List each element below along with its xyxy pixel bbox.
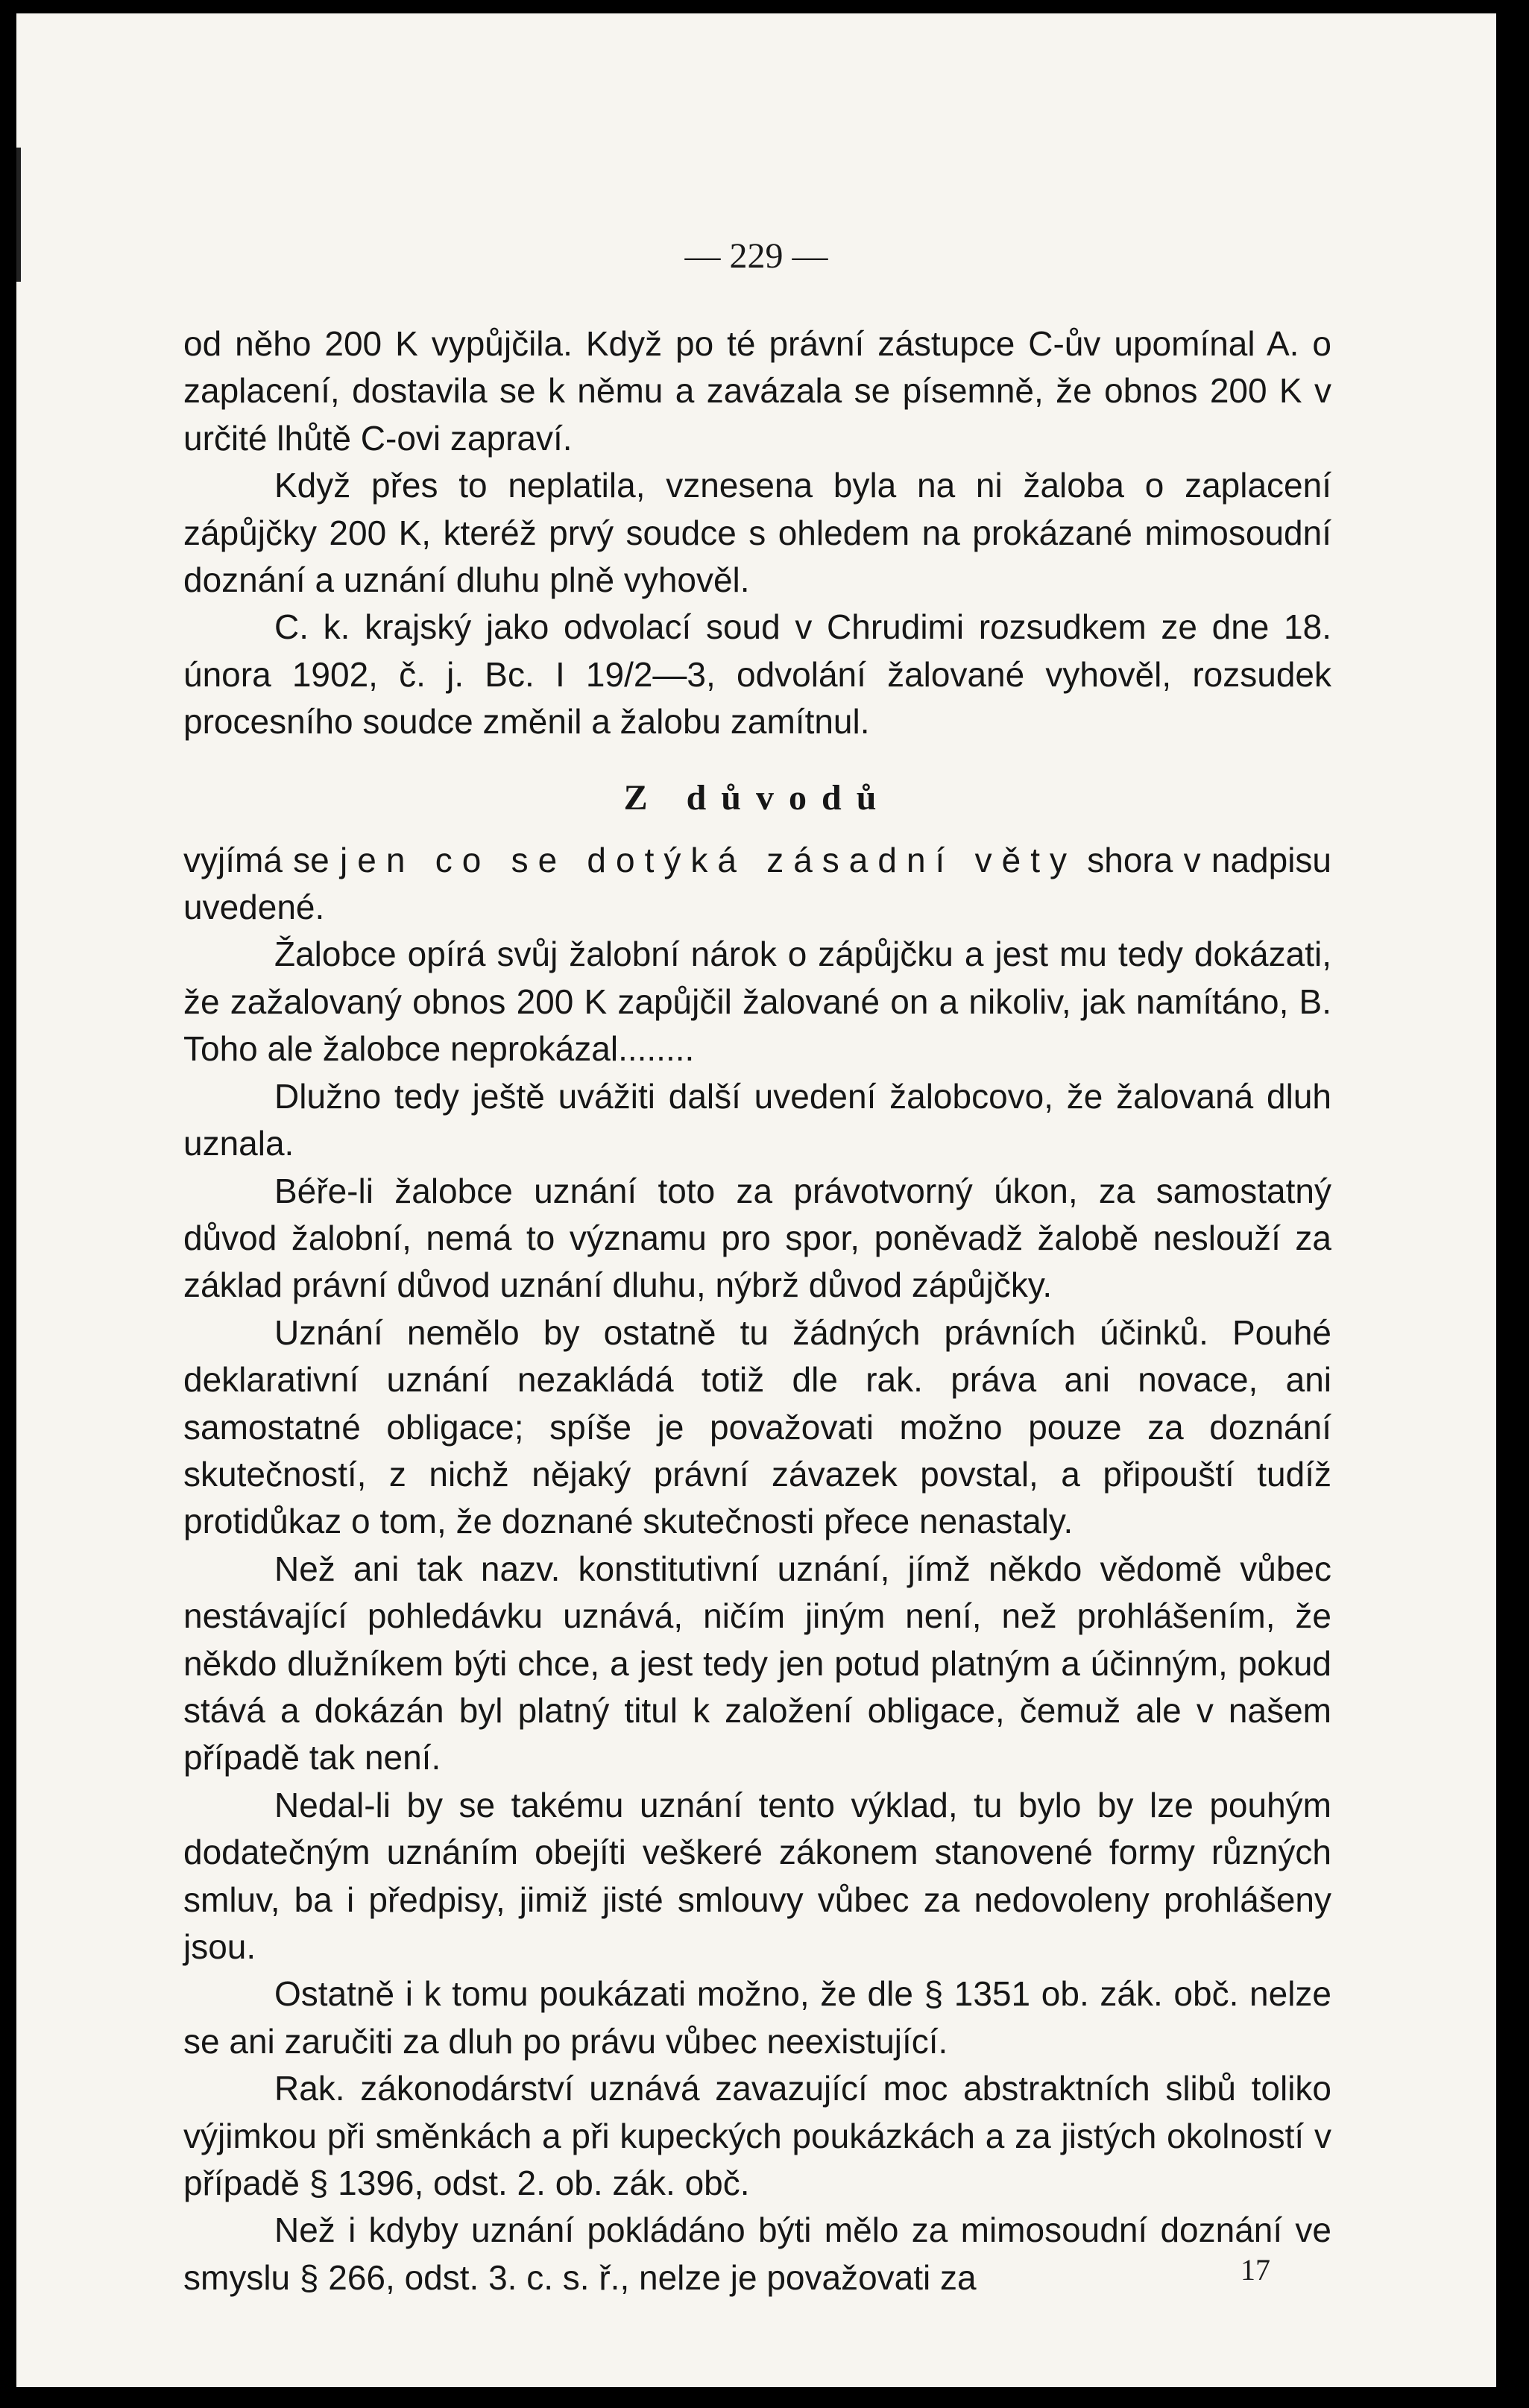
intro-tail: shora v nadpisu uvedené. bbox=[183, 840, 1332, 927]
intro-paragraph bbox=[183, 837, 1331, 932]
paragraph-7: Uznání nemělo by ostatně tu žádných právních účinků. Pouhé deklarativní uznání nezakládá totiž dle rak. práva ani novace, ani samostatné obligace; spíše je považovati možno pouze za doznání skutečností, z nichž nějaký právní závazek povstal, a připouští tudíž protidůkaz o tom, že doznané skutečnosti přece nenastaly. bbox=[183, 1312, 1331, 1541]
paragraph-10: Ostatně i k tomu poukázati možno, že dle § 1351 ob. zák. obč. nelze se ani zaručiti za dluh po právu vůbec neexistující. bbox=[183, 1974, 1331, 2061]
paragraph-3: C. k. krajský jako odvolací soud v Chrudimi rozsudkem ze dne 18. února 1902, č. j. Bc. I 19/2—3, odvolání žalované vyhověl, rozsudek procesního soudce změnil a žalobu zamítnul. bbox=[183, 607, 1331, 742]
paragraph-5: Dlužno tedy ještě uvážiti další uvedení žalobcovo, že žalovaná dluh uznala. bbox=[183, 1076, 1331, 1163]
paragraph-6: Béře-li žalobce uznání toto za právotvorný úkon, za samostatný důvod žalobní, nemá to významu pro spor, poněvadž žalobě neslouží za základ právní důvod uznání dluhu, nýbrž důvod zápůjčky. bbox=[183, 1171, 1331, 1305]
document-page bbox=[16, 13, 1496, 2387]
paragraph-8: Než ani tak nazv. konstitutivní uznání, jímž někdo vědomě vůbec nestávající pohledávku uznává, ničím jiným není, než prohlášením, že někdo dlužníkem býti chce, a jest tedy jen potud platným a účinným, pokud stává a dokázán byl platný titul k založení obligace, čemuž ale v našem případě tak není. bbox=[183, 1549, 1331, 1777]
paragraph-11: Rak. zákonodárství uznává zavazující moc abstraktních slibů toliko výjimkou při směnkách a při kupeckých poukázkách a za jistých okolností v případě § 1396, odst. 2. ob. zák. obč. bbox=[183, 2069, 1331, 2203]
paragraph-1: od něho 200 K vypůjčila. Když po té právní zástupce C-ův upomínal A. o zaplacení, dostavila se k němu a zavázala se písemně, že obnos 200 K v určité lhůtě C-ovi zapraví. bbox=[183, 324, 1331, 458]
paragraph-9: Nedal-li by se takému uznání tento výklad, tu bylo by lze pouhým dodatečným uznáním obejíti veškeré zákonem stanovené formy různých smluv, ba i předpisy, jimiž jisté smlouvy vůbec za nedovoleny prohlášeny jsou. bbox=[183, 1785, 1331, 1966]
intro-lead: vyjímá se bbox=[183, 840, 341, 879]
signature-mark: 17 bbox=[1240, 2253, 1270, 2287]
paragraph-4: Žalobce opírá svůj žalobní nárok o zápůjčku a jest mu tedy dokázati, že zažalovaný obnos 200 K zapůjčil žalované on a nikoliv, jak namítáno, B. Toho ale žalobce neprokázal........ bbox=[183, 935, 1331, 1069]
page-number-header: — 229 — bbox=[684, 236, 828, 276]
document-body bbox=[183, 320, 1331, 2301]
intro-spaced-text: jen co se dotýká zásadní věty bbox=[340, 840, 1076, 879]
section-heading: Z důvodů bbox=[623, 777, 892, 818]
paragraph-2: Když přes to neplatila, vznesena byla na ni žaloba o zaplacení zápůjčky 200 K, kteréž prvý soudce s ohledem na prokázané mimosoudní doznání a uznání dluhu plně vyhověl. bbox=[183, 466, 1331, 600]
paragraph-12: Než i kdyby uznání pokládáno býti mělo za mimosoudní doznání ve smyslu § 266, odst. 3. c. s. ř., nelze je považovati za bbox=[183, 2211, 1331, 2297]
